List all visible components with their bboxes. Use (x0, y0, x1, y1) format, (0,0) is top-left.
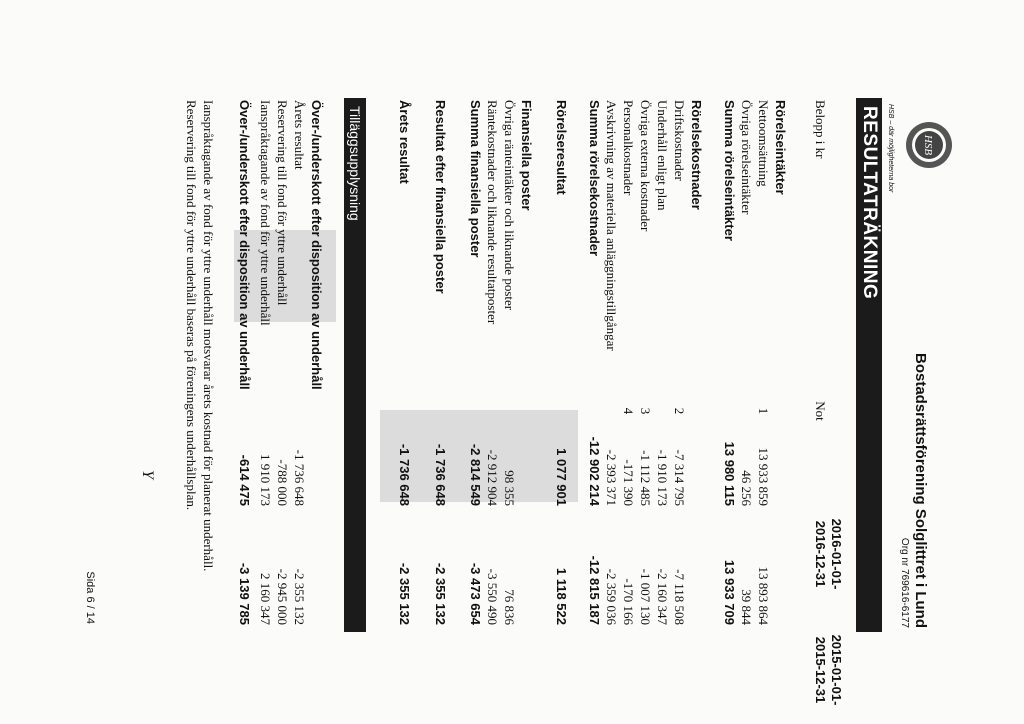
organization-name: Bostadsrättsförening Solglittret i Lund (912, 352, 929, 628)
income-heading: Rörelseintäkter (773, 100, 788, 195)
financial-heading: Finansiella poster (519, 100, 534, 211)
row-note: 1 (756, 407, 771, 415)
handwritten-initials: Y (139, 470, 156, 479)
row-current: 46 256 (739, 470, 754, 506)
row-label: Övriga externa kostnader (638, 100, 653, 232)
income-total-label: Summa rörelseintäkter (722, 100, 737, 241)
row-prior: 2 160 347 (258, 573, 273, 625)
operating-result-label: Rörelseresultat (554, 100, 569, 195)
row-prior: -2 160 347 (655, 568, 670, 625)
row-prior: -2 355 132 (292, 568, 307, 625)
row-current: 1 910 173 (258, 454, 273, 506)
operating-result-current: 1 077 901 (554, 448, 569, 506)
supplement-note-1: Ianspråktagande av fond för yttre underhåll motsvarar årets kostnad för planerat underhåll. (201, 100, 216, 572)
current-period-start: 2016-01-01- (829, 518, 844, 590)
row-note: 2 (672, 407, 687, 415)
expenses-heading: Rörelsekostnader (689, 100, 704, 210)
expenses-total-prior: -12 815 187 (587, 555, 602, 625)
row-current: -1 910 173 (655, 449, 670, 506)
row-current: -2 912 904 (485, 449, 500, 506)
row-current: 98 355 (502, 470, 517, 506)
financial-total-label: Summa finansiella poster (468, 100, 483, 258)
supplement-total-label: Över-/underskott efter disposition av underhåll (237, 100, 252, 390)
supplement-total-prior: -3 139 785 (237, 562, 252, 625)
page-number: Sida 6 / 14 (84, 571, 96, 624)
row-current: 13 933 859 (756, 447, 771, 506)
row-label: Personalkostnader (621, 100, 636, 196)
row-prior: 39 844 (739, 589, 754, 625)
row-prior: -2 359 036 (604, 568, 619, 625)
expenses-total-current: -12 902 214 (587, 436, 602, 506)
result-after-financial-label: Resultat efter finansiella poster (433, 100, 448, 294)
row-prior: -1 007 130 (638, 568, 653, 625)
prior-period-start: 2015-01-01- (829, 634, 844, 706)
page-title: RESULTATRÄKNING (859, 106, 880, 300)
year-result-current: -1 736 648 (397, 443, 412, 506)
row-note: 4 (621, 407, 636, 415)
organization-number: Org nr 769616-6177 (899, 537, 910, 628)
row-current: -1 112 485 (638, 450, 653, 506)
result-after-financial-prior: -2 355 132 (433, 562, 448, 625)
current-period-end: 2016-12-31 (813, 520, 828, 588)
result-after-financial-current: -1 736 648 (433, 443, 448, 506)
note-column-header: Not (813, 401, 828, 421)
prior-period-end: 2015-12-31 (813, 636, 828, 704)
row-current: -2 393 371 (604, 449, 619, 506)
operating-result-prior: 1 118 522 (554, 567, 569, 625)
row-current: -788 000 (275, 459, 290, 506)
row-label: Reservering till fond för yttre underhåll (275, 100, 290, 306)
financial-total-current: -2 814 549 (468, 443, 483, 506)
year-result-prior: -2 355 132 (397, 562, 412, 625)
row-current: -1 736 648 (292, 449, 307, 506)
row-prior: -170 166 (621, 578, 636, 625)
row-label: Övriga ränteintäkter och liknande poster (502, 100, 517, 311)
amount-unit-label: Belopp i kr (813, 100, 828, 159)
row-label: Avskrivning av materiella anläggningstillgångar (604, 100, 619, 351)
row-label: Underhåll enligt plan (655, 100, 670, 211)
logo-caption: HSB – där möjligheterna bor (887, 104, 894, 193)
logo-text: HSB (922, 134, 934, 156)
supplement-total-current: -614 475 (237, 454, 252, 506)
row-prior: 76 836 (502, 589, 517, 625)
row-label: Ianspråktagande av fond för yttre underhåll (258, 100, 273, 326)
row-label: Driftskostnader (672, 100, 687, 181)
income-total-prior: 13 933 709 (722, 559, 737, 625)
supplement-heading: Över-/underskott efter disposition av underhåll (309, 100, 324, 390)
hsb-logo-icon (904, 120, 954, 170)
row-label: Räntekostnader och liknande resultatposter (485, 100, 500, 325)
row-prior: -7 118 508 (672, 569, 687, 625)
income-total-current: 13 980 115 (722, 441, 737, 506)
supplement-title: Tilläggsupplysning (347, 106, 363, 221)
row-prior: 13 893 864 (756, 566, 771, 625)
row-label: Årets resultat (292, 100, 307, 170)
row-note: 3 (638, 407, 653, 415)
supplement-note-2: Reservering till fond för yttre underhåll baseras på föreningens underhållsplan. (184, 100, 199, 511)
row-label: Övriga rörelseintäkter (739, 100, 754, 215)
row-current: -7 314 795 (672, 449, 687, 506)
year-result-label: Årets resultat (397, 100, 412, 184)
financial-total-prior: -3 473 654 (468, 562, 483, 625)
row-prior: -3 550 490 (485, 568, 500, 625)
row-current: -171 390 (621, 459, 636, 506)
row-prior: -2 945 000 (275, 568, 290, 625)
expenses-total-label: Summa rörelsekostnader (587, 100, 602, 257)
row-label: Nettoomsättning (756, 100, 771, 187)
